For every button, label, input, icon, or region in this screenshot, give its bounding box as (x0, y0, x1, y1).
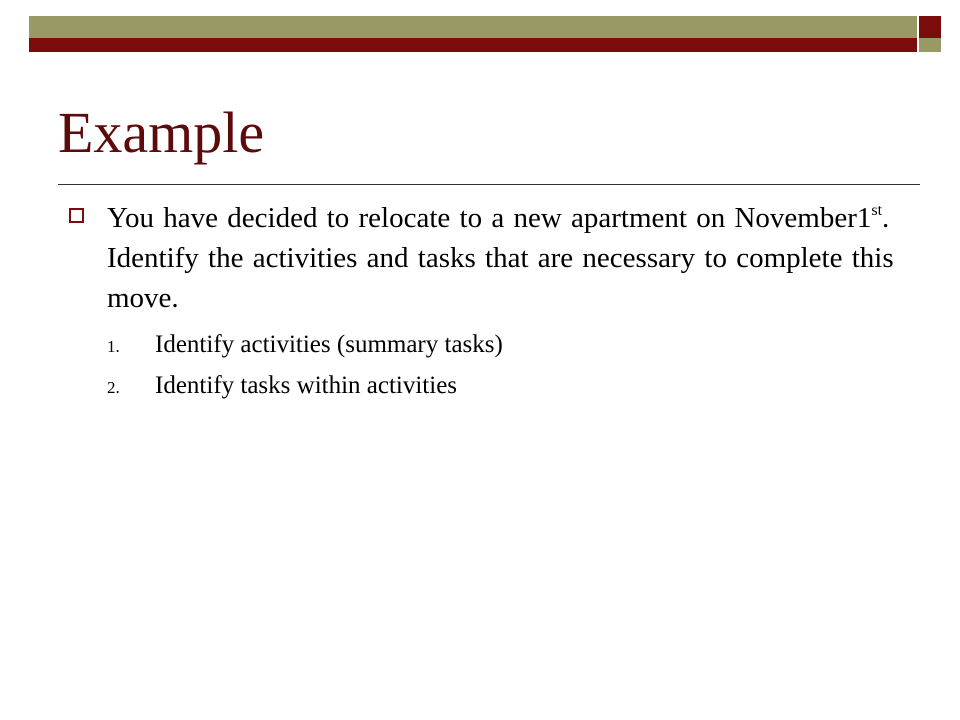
header-bar-maroon (29, 38, 917, 52)
bullet-text-part1: You have decided to relocate to a new apartment on November1 (107, 202, 872, 234)
bullet-text (107, 198, 897, 318)
sub-item-text: Identify activities (summary tasks) (155, 331, 503, 358)
sub-item-text: Identify tasks within activities (155, 372, 458, 399)
sub-item-1 (107, 330, 503, 362)
sub-item-2 (107, 371, 457, 403)
header-bar-olive (29, 16, 917, 38)
bullet-text-part2: . Identify the activities and tasks that are necessary to complete this move. (107, 202, 894, 314)
sub-item-number: 2. (107, 378, 120, 397)
sub-item-number: 1. (107, 337, 120, 356)
title-divider (58, 184, 920, 185)
square-bullet-icon (69, 208, 84, 223)
bullet-superscript: st (871, 202, 883, 219)
slide-title: Example (58, 100, 265, 165)
header-square-olive (919, 38, 941, 52)
header-square-maroon (919, 16, 941, 38)
